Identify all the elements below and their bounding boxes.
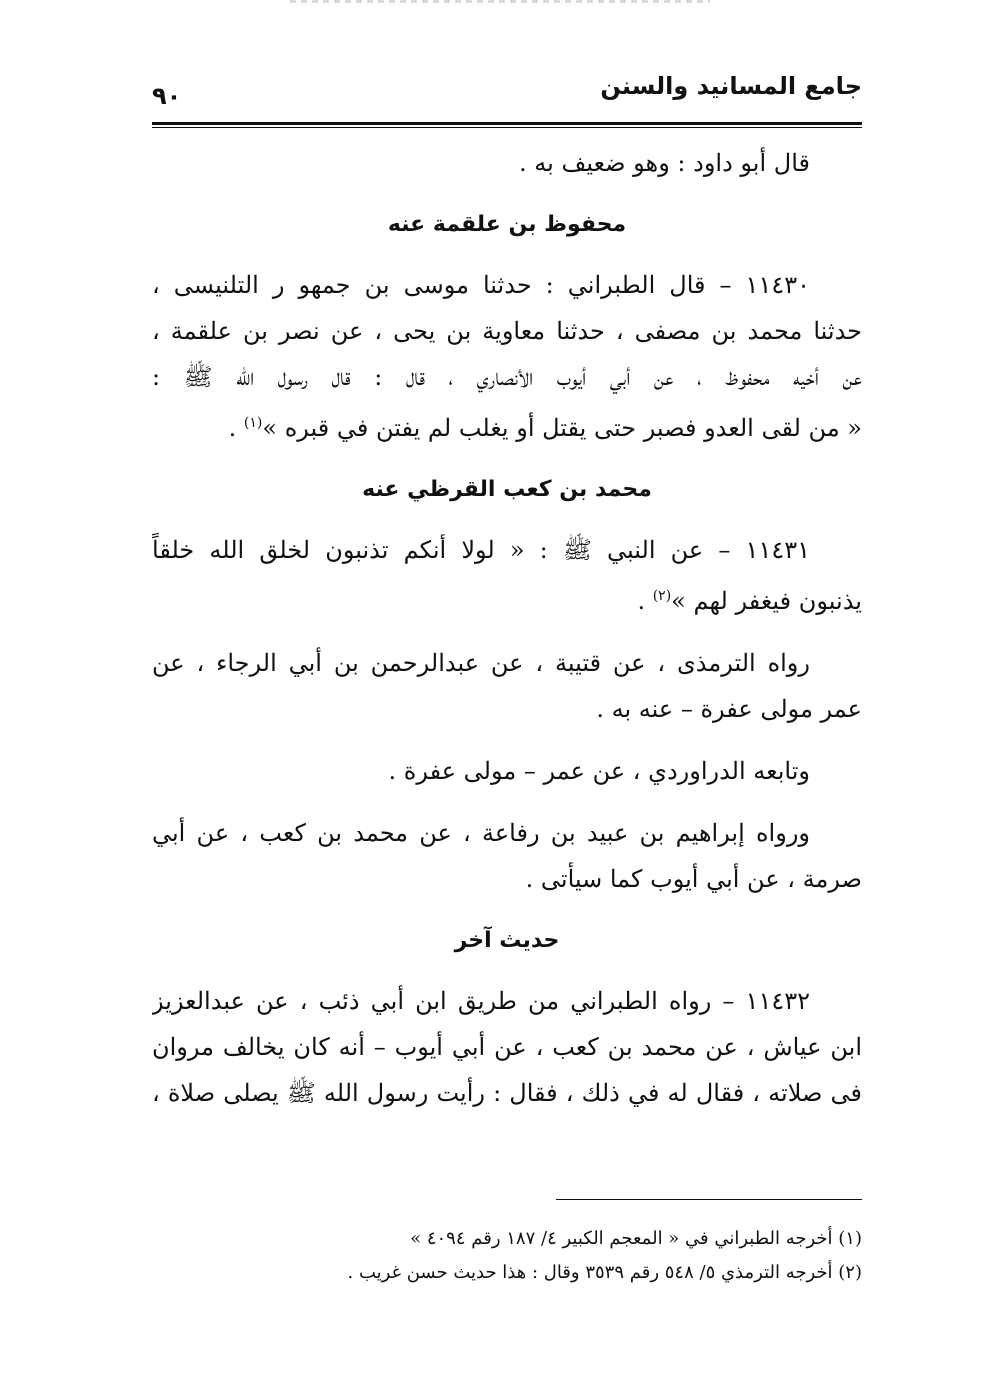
- hadith-11431: [152, 527, 862, 624]
- header-rule: [152, 122, 862, 125]
- section-heading-qurazi: محمد بن كعب القرظي عنه: [362, 477, 652, 502]
- text-line: فى صلاته ، فقال له في ذلك ، فقال : رأيت رسول الله ﷺ يصلى صلاة ،: [152, 1079, 862, 1107]
- footnote-separator: [556, 1199, 862, 1200]
- text-line: قال أبو داود : وهو ضعيف به .: [519, 149, 810, 177]
- main-text: [152, 140, 862, 1132]
- paragraph-ibrahim: [152, 810, 862, 902]
- text-line: [152, 573, 862, 624]
- text-line: [152, 400, 862, 451]
- paragraph-tirmidhi: [152, 640, 862, 732]
- footnote-2: (٢) أخرجه الترمذي ٥/ ٥٤٨ رقم ٣٥٣٩ وقال : هذا حديث حسن غريب .: [347, 1262, 862, 1283]
- paragraph-darawardi: [152, 748, 862, 794]
- text-line: وتابعه الدراوردي ، عن عمر – مولى عفرة .: [388, 757, 810, 785]
- text-line: صرمة ، عن أبي أيوب كما سيأتى .: [525, 865, 862, 893]
- text-line: ١١٤٣٢ – رواه الطبراني من طريق ابن أبي ذئب ، عن عبدالعزيز: [152, 987, 810, 1015]
- page-header: [152, 70, 862, 122]
- text-segment: « من لقى العدو فصبر حتى يقتل أو يغلب لم يفتن في قبره »: [262, 414, 862, 442]
- text-line: رواه الترمذى ، عن قتيبة ، عن عبدالرحمن بن أبي الرجاء ، عن: [152, 649, 810, 677]
- running-title: جامع المسانيد والسنن: [600, 72, 862, 100]
- footnote-ref-1: (١): [243, 415, 263, 431]
- text-line: عن أخيه محفوظ ، عن أبي أيوب الأنصاري ، قال : قال رسول الله ﷺ :: [152, 363, 862, 391]
- text-segment: .: [228, 414, 244, 442]
- page-number: ٩٠: [152, 82, 182, 110]
- header-rule-thin: [152, 127, 862, 128]
- paragraph-abu-dawud: [152, 140, 862, 186]
- scan-artifact: [290, 0, 710, 3]
- footnotes: [152, 1222, 862, 1290]
- hadith-11432: [152, 978, 862, 1116]
- footnote-ref-2: (٢): [652, 588, 672, 604]
- text-line: عمر مولى عفرة – عنه به .: [596, 695, 862, 723]
- footnote-1: (١) أخرجه الطبراني في « المعجم الكبير ٤/ ١٨٧ رقم ٤٠٩٤ »: [410, 1228, 862, 1249]
- hadith-11430: [152, 262, 862, 451]
- text-segment: يذنبون فيغفر لهم »: [671, 587, 862, 615]
- text-line: حدثنا محمد بن مصفى ، حدثنا معاوية بن يحى ، عن نصر بن علقمة ،: [152, 317, 862, 345]
- text-line: ورواه إبراهيم بن عبيد بن رفاعة ، عن محمد بن كعب ، عن أبي: [152, 819, 810, 847]
- text-line: ١١٤٣١ – عن النبي ﷺ : « لولا أنكم تذنبون لخلق الله خلقاً: [152, 536, 810, 564]
- section-heading-mahfuz: محفوظ بن علقمة عنه: [387, 212, 627, 237]
- text-segment: .: [637, 587, 653, 615]
- section-heading-another-hadith: حديث آخر: [454, 928, 560, 953]
- text-line: ابن عياش ، عن محمد بن كعب ، عن أبي أيوب – أنه كان يخالف مروان: [152, 1033, 862, 1061]
- text-line: ١١٤٣٠ – قال الطبراني : حدثنا موسى بن جمهو ر التلنيسى ،: [152, 271, 810, 299]
